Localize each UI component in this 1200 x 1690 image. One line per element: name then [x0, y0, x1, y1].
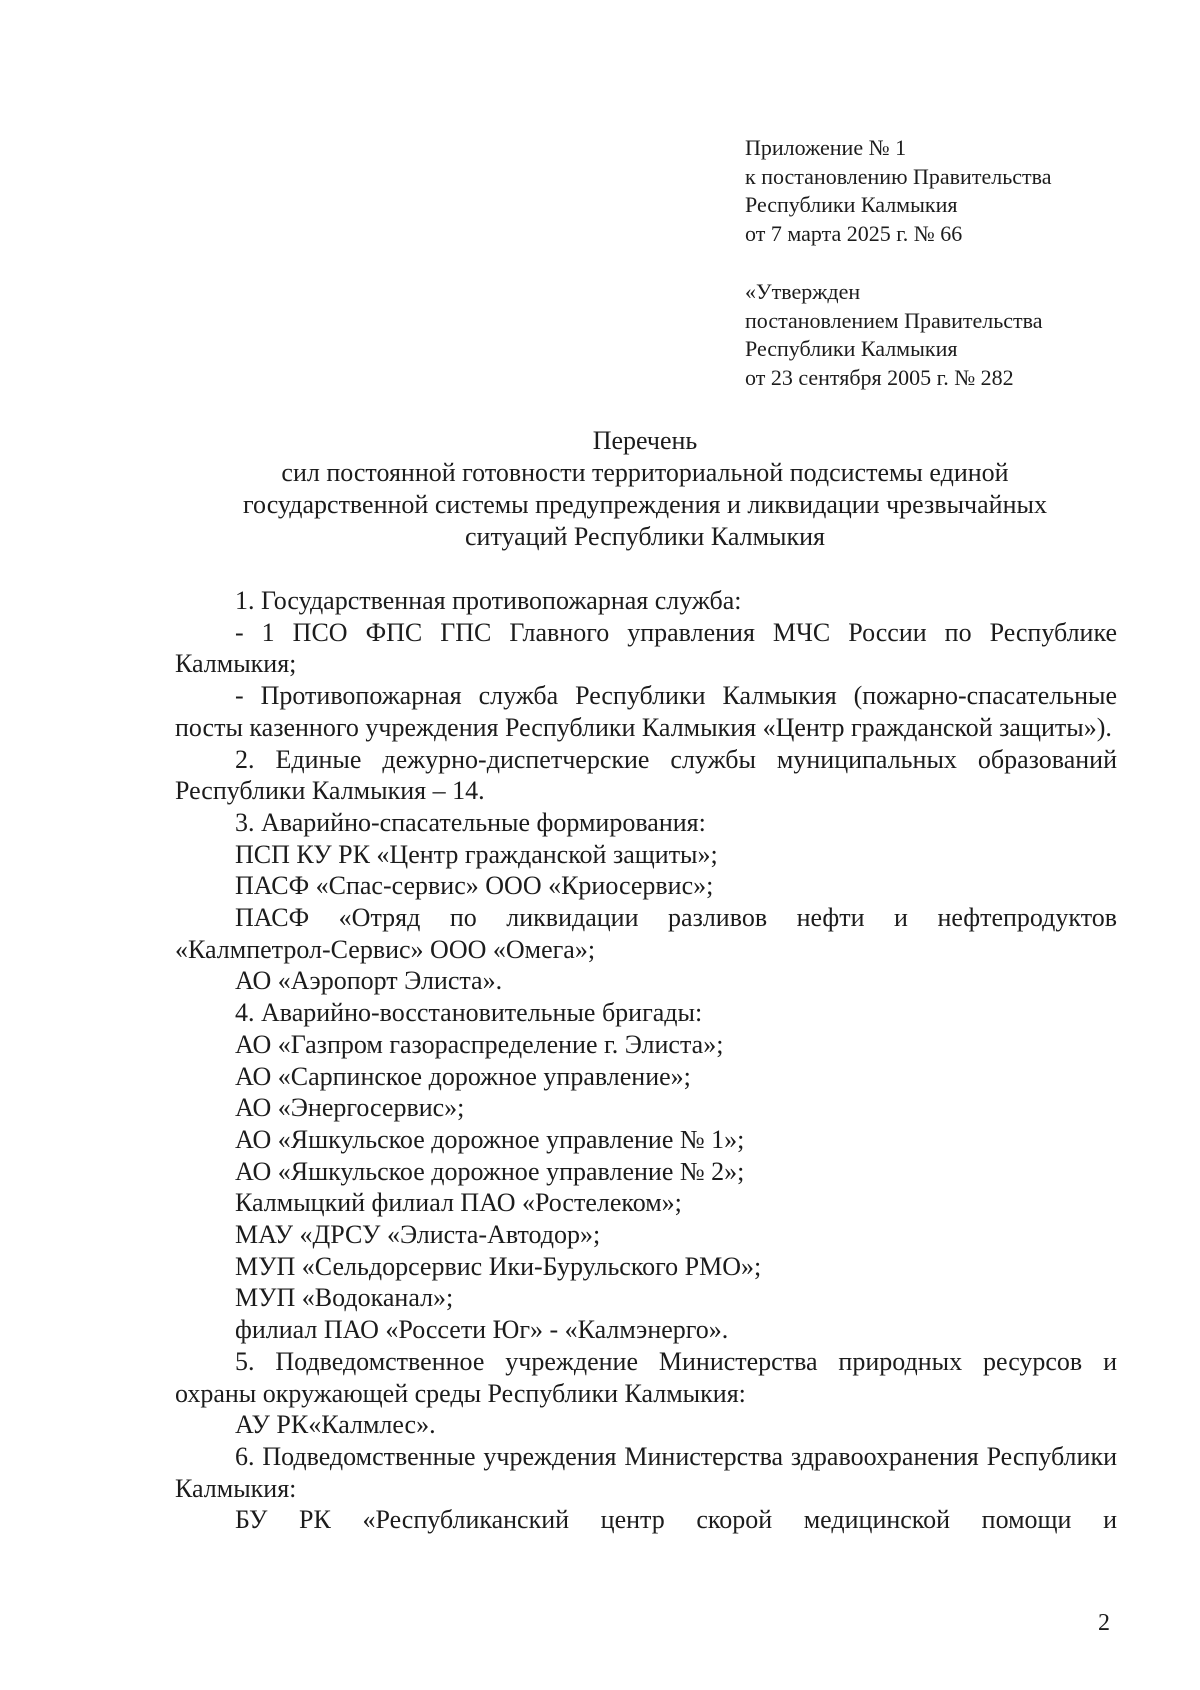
approval-line: «Утвержден — [745, 279, 861, 304]
appendix-line: Приложение № 1 — [745, 135, 907, 160]
list-item: МУП «Сельдорсервис Ики-Бурульского РМО»; — [235, 1251, 762, 1281]
approval-line: Республики Калмыкия — [745, 336, 958, 361]
title-line: сил постоянной готовности территориальной подсистемы единой — [281, 458, 1009, 487]
list-item: ПСП КУ РК «Центр гражданской защиты»; — [235, 839, 718, 869]
appendix-line: от 7 марта 2025 г. № 66 — [745, 220, 963, 246]
section-heading: 1. Государственная противопожарная служба: — [235, 586, 742, 615]
list-item: - Противопожарная служба Республики Калмыкия (пожарно-спасательные посты казенного учреждения Республики Калмыкия «Центр гражданской защиты»). — [175, 681, 1117, 742]
list-item: АО «Газпром газораспределение г. Элиста»; — [235, 1029, 724, 1059]
appendix-line: Республики Калмыкия — [745, 192, 958, 217]
section-heading: 4. Аварийно-восстановительные бригады: — [235, 998, 703, 1028]
document-title — [160, 425, 1130, 553]
list-item: АО «Сарпинское дорожное управление»; — [235, 1061, 691, 1091]
title-line: ситуаций Республики Калмыкия — [464, 522, 825, 551]
list-item: МАУ «ДРСУ «Элиста-Автодор»; — [235, 1220, 601, 1250]
list-item: - 1 ПСО ФПС ГПС Главного управления МЧС России по Республике Калмыкия; — [175, 617, 1117, 679]
page-number: 2 — [1098, 1610, 1110, 1636]
list-item: ПАСФ «Отряд по ликвидации разливов нефти и нефтепродуктов «Калмпетрол-Сервис» ООО «Омега»; — [175, 903, 1117, 964]
list-item: филиал ПАО «Россети Юг» - «Калмэнерго». — [235, 1315, 729, 1345]
section-heading: 5. Подведомственное учреждение Министерства природных ресурсов и охраны окружающей среды Республики Калмыкия: — [175, 1346, 1117, 1408]
section-heading: 6. Подведомственные учреждения Министерства здравоохранения Республики Калмыкия: — [175, 1441, 1117, 1503]
approval-line: постановлением Правительства — [745, 307, 1043, 333]
list-item: МУП «Водоканал»; — [235, 1283, 454, 1313]
approval-line: от 23 сентября 2005 г. № 282 — [745, 364, 1014, 390]
title-line: государственной системы предупреждения и ликвидации чрезвычайных — [243, 490, 1047, 519]
list-item: АО «Яшкульское дорожное управление № 1»; — [235, 1124, 745, 1154]
list-item: Калмыцкий филиал ПАО «Ростелеком»; — [235, 1188, 682, 1218]
title-line: Перечень — [592, 426, 698, 455]
approval-reference — [745, 278, 1165, 392]
list-item: АО «Аэропорт Элиста». — [235, 966, 503, 996]
list-item: АО «Энергосервис»; — [235, 1093, 465, 1123]
list-item: АУ РК«Калмлес». — [235, 1410, 436, 1440]
appendix-line: к постановлению Правительства — [745, 163, 1052, 189]
list-item: ПАСФ «Спас-сервис» ООО «Криосервис»; — [235, 871, 714, 901]
section-paragraph: 2. Единые дежурно-диспетчерские службы муниципальных образований Республики Калмыкия – 14. — [175, 744, 1117, 806]
appendix-reference — [745, 134, 1165, 248]
document-body — [175, 585, 1117, 1536]
list-item: АО «Яшкульское дорожное управление № 2»; — [235, 1156, 745, 1186]
list-item: БУ РК «Республиканский центр скорой медицинской помощи и — [235, 1505, 1117, 1535]
section-heading: 3. Аварийно-спасательные формирования: — [235, 807, 706, 837]
